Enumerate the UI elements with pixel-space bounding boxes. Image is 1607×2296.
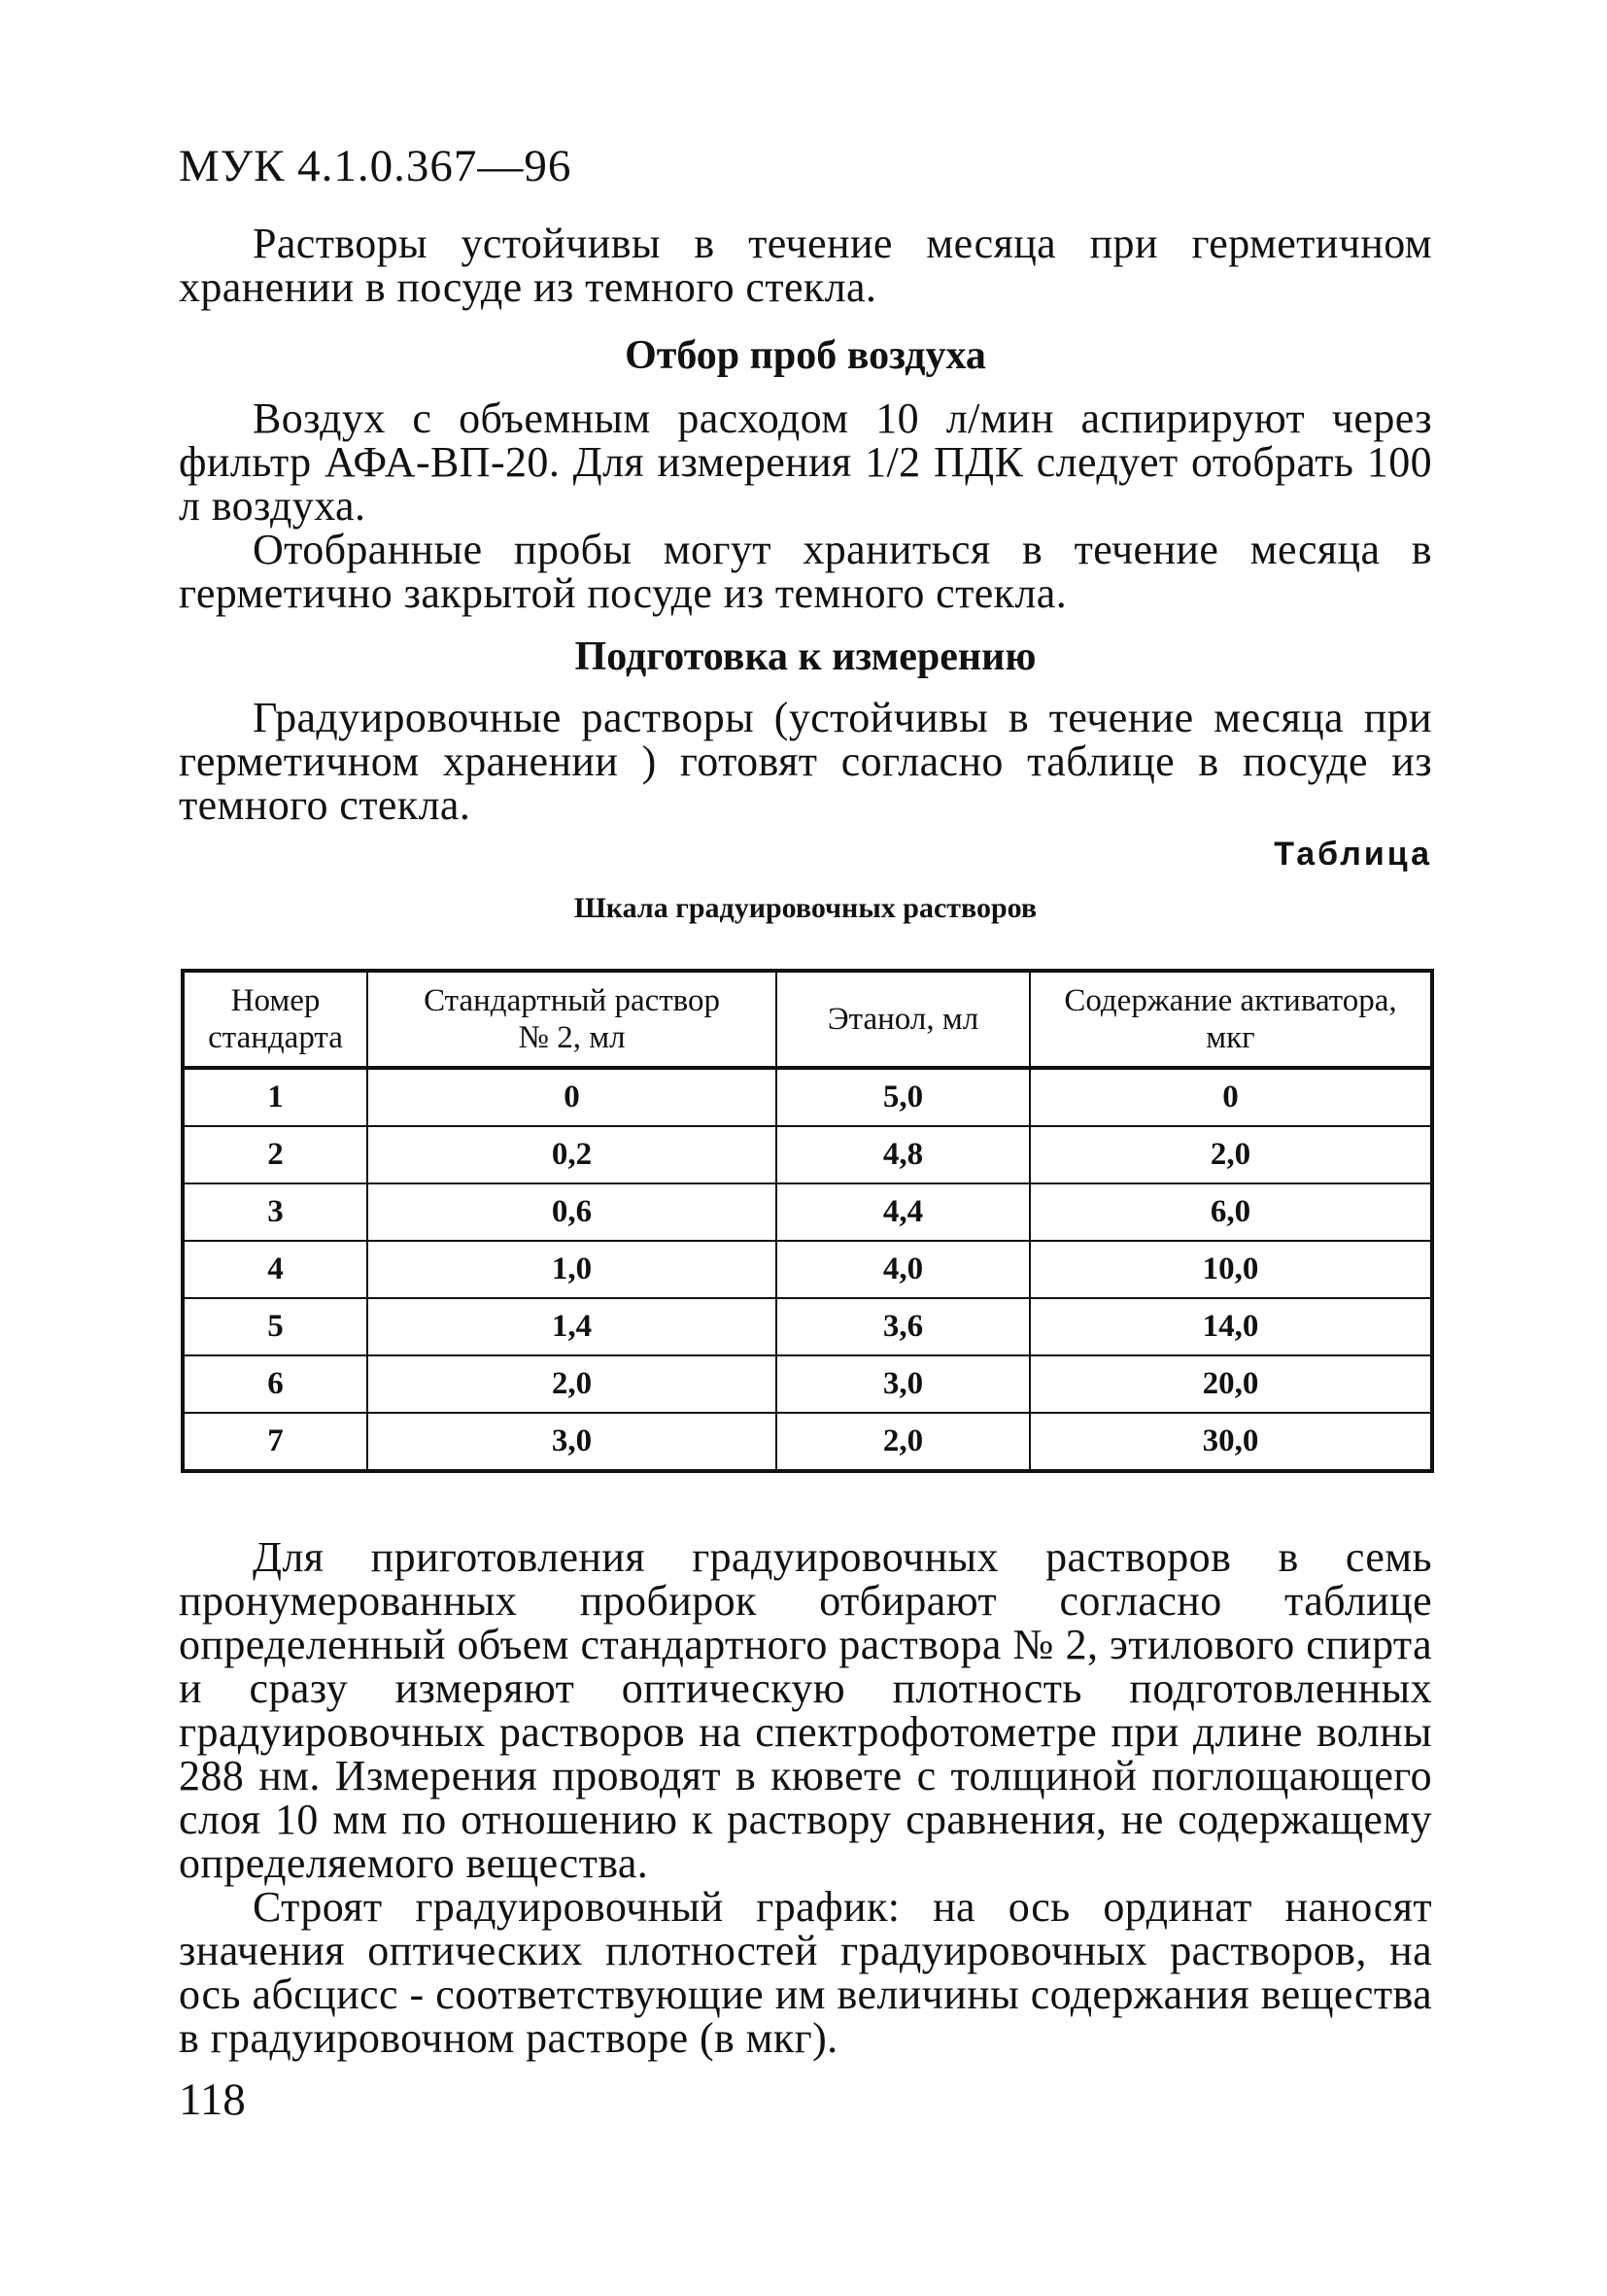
air-sampling-heading: Отбор проб воздуха [625, 333, 986, 378]
header-activator-content: Содержание активатора, мкг [1030, 971, 1432, 1068]
header-standard-number: Номер стандарта [183, 971, 367, 1068]
cell-standard-solution: 0,6 [367, 1183, 776, 1241]
cell-activator-content: 10,0 [1030, 1241, 1432, 1298]
cell-standard-number: 2 [183, 1126, 367, 1183]
cell-activator-content: 0 [1030, 1068, 1432, 1126]
procedure-paragraph: Для приготовления градуировочных растворов в семь пронумерованных пробирок отбирают согласно таблице определенный объем стандартного раствора № 2, этилового спирта и сразу измеряют оптическую плотность подготовленных градуировочных растворов на спектрофотометре при длине волны 288 нм. Измерения проводят в кювете с толщиной поглощающего слоя 10 мм по отношению к раствору сравнения, не содержащему определяемого вещества. [179, 1533, 1432, 1887]
header-standard-solution: Стандартный раствор № 2, мл [367, 971, 776, 1068]
cell-activator-content: 30,0 [1030, 1413, 1432, 1471]
table-row [183, 1241, 1432, 1298]
cell-activator-content: 14,0 [1030, 1298, 1432, 1355]
cell-activator-content: 6,0 [1030, 1183, 1432, 1241]
cell-standard-number: 6 [183, 1355, 367, 1413]
cell-ethanol: 2,0 [776, 1413, 1030, 1471]
after-table-text [179, 1535, 1432, 2060]
table-row [183, 1298, 1432, 1355]
cell-ethanol: 4,8 [776, 1126, 1030, 1183]
cell-standard-solution: 0,2 [367, 1126, 776, 1183]
intro-text [179, 222, 1432, 309]
page-number: 118 [179, 2074, 246, 2125]
cell-standard-number: 1 [183, 1068, 367, 1126]
document-code: МУК 4.1.0.367—96 [179, 141, 572, 191]
cell-standard-solution: 2,0 [367, 1355, 776, 1413]
cell-standard-number: 3 [183, 1183, 367, 1241]
cell-standard-number: 7 [183, 1413, 367, 1471]
cell-ethanol: 3,0 [776, 1355, 1030, 1413]
cell-standard-solution: 0 [367, 1068, 776, 1126]
preparation-heading: Подготовка к измерению [574, 634, 1037, 679]
cell-ethanol: 4,0 [776, 1241, 1030, 1298]
preparation-text [179, 696, 1432, 827]
air-sampling-paragraph-1: Воздух с объемным расходом 10 л/мин аспирируют через фильтр АФА-ВП-20. Для измерения 1/2 ПДК следует отобрать 100 л воздуха. [179, 394, 1432, 530]
graph-paragraph: Строят градуировочный график: на ось ординат наносят значения оптических плотностей градуировочных растворов, на ось абсцисс - соответствующие им величины содержания вещества в градуировочном растворе (в мкг). [179, 1883, 1432, 2062]
air-sampling-paragraph-2: Отобранные пробы могут храниться в течение месяца в герметично закрытой посуде из темного стекла. [179, 526, 1432, 617]
header-ethanol: Этанол, мл [776, 971, 1030, 1068]
table-caption: Шкала градуировочных растворов [573, 892, 1038, 924]
cell-activator-content: 20,0 [1030, 1355, 1432, 1413]
air-sampling-text [179, 396, 1432, 615]
cell-standard-number: 4 [183, 1241, 367, 1298]
cell-ethanol: 3,6 [776, 1298, 1030, 1355]
cell-activator-content: 2,0 [1030, 1126, 1432, 1183]
table-label: Таблица [1274, 836, 1432, 873]
calibration-table [181, 969, 1434, 1473]
cell-ethanol: 5,0 [776, 1068, 1030, 1126]
preparation-paragraph: Градуировочные растворы (устойчивы в течение месяца при герметичном хранении ) готовят согласно таблице в посуде из темного стекла. [179, 694, 1432, 829]
table-row [183, 1413, 1432, 1471]
cell-standard-solution: 3,0 [367, 1413, 776, 1471]
table-header-row [183, 971, 1432, 1068]
intro-paragraph: Растворы устойчивы в течение месяца при герметичном хранении в посуде из темного стекла. [179, 220, 1432, 311]
table-row [183, 1068, 1432, 1126]
table-row [183, 1126, 1432, 1183]
cell-standard-number: 5 [183, 1298, 367, 1355]
cell-standard-solution: 1,4 [367, 1298, 776, 1355]
table-row [183, 1183, 1432, 1241]
cell-standard-solution: 1,0 [367, 1241, 776, 1298]
cell-ethanol: 4,4 [776, 1183, 1030, 1241]
table-row [183, 1355, 1432, 1413]
